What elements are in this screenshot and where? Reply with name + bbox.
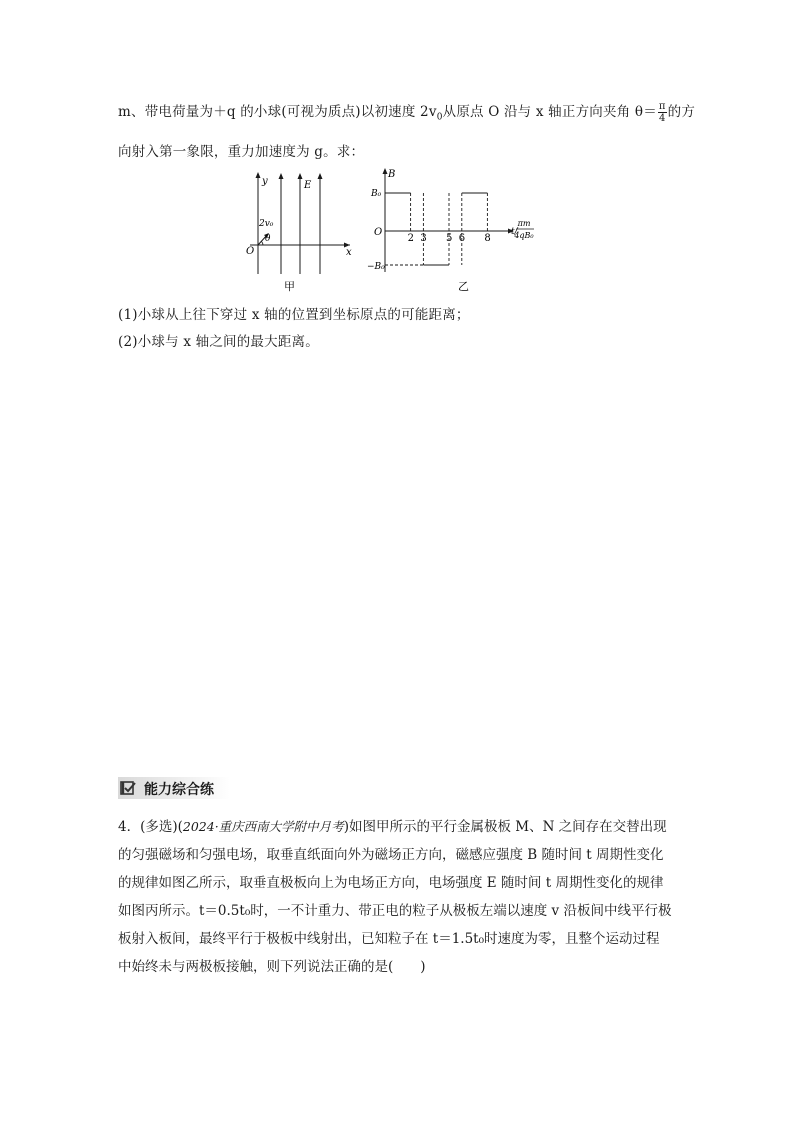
problem4-line1-rest: )如图甲所示的平行金属极板 M、N 之间存在交替出现	[343, 819, 667, 835]
unit-numerator: πm	[517, 219, 531, 228]
E-label: E	[304, 180, 312, 191]
x-label: x	[346, 247, 352, 258]
t-axis-label: t/	[511, 227, 518, 237]
problem3-line1-a: m、带电荷量为＋q 的小球(可视为质点)以初速度 2v	[118, 104, 437, 120]
problem3-line1-c: 的方	[667, 104, 696, 120]
x-tick-label: 2	[407, 233, 414, 244]
x-tick-labels	[408, 233, 491, 244]
problem4-line1	[118, 815, 667, 835]
question-1: (1)小球从上往下穿过 x 轴的位置到坐标原点的可能距离；	[118, 307, 470, 323]
section-header	[118, 777, 230, 799]
field-arrow-icon	[318, 173, 323, 179]
negB0-tick-label: −B₀	[367, 262, 385, 272]
origin-label: O	[246, 246, 255, 257]
problem4-line3: 的规律如图乙所示，取垂直极板向上为电场正方向，电场强度 E 随时间 t 周期性变化的规律	[118, 875, 664, 891]
problem4-prefix: 4．(多选)(	[118, 819, 183, 835]
problem3-line1	[118, 100, 695, 124]
question-2: (2)小球与 x 轴之间的最大距离。	[118, 334, 319, 350]
theta-fraction	[658, 101, 667, 124]
velocity-label: 2v₀	[259, 219, 274, 229]
figure-yi-chart	[360, 164, 560, 296]
B-axis-label: B	[388, 169, 396, 180]
theta-numerator: π	[658, 101, 666, 112]
step-series	[385, 193, 487, 265]
figure-jia	[240, 168, 365, 296]
y-arrow-icon	[256, 172, 261, 178]
problem4-line6: 中始终未与两极板接触，则下列说法正确的是( )	[118, 959, 426, 975]
y-label: y	[262, 176, 268, 187]
field-arrow-icon	[279, 173, 284, 179]
unit-denominator: 4qB₀	[514, 231, 534, 240]
x-tick-label: 5	[446, 233, 453, 244]
x-tick-label: 6	[458, 233, 466, 244]
B0-tick-label: B₀	[371, 189, 382, 199]
checklist-icon	[120, 780, 136, 796]
problem4-source: 2024·重庆西南大学附中月考	[182, 819, 344, 834]
theta-arc	[262, 242, 264, 246]
theta-denominator: 4	[659, 113, 666, 124]
problem3-line1-b: 从原点 O 沿与 x 轴正方向夹角 θ＝	[442, 104, 657, 120]
section-title: 能力综合练	[144, 782, 214, 798]
b-axis-arrow-icon	[383, 168, 388, 174]
x-tick-label: 8	[484, 233, 491, 244]
field-arrow-icon	[298, 173, 303, 179]
problem3-line1-sub: 0	[436, 112, 443, 123]
problem4-line2: 的匀强磁场和匀强电场，取垂直纸面向外为磁场正方向，磁感应强度 B 随时间 t 周期性变化	[118, 847, 664, 863]
origin-label: O	[374, 227, 383, 238]
problem4-line5: 板射入板间，最终平行于极板中线射出，已知粒子在 t＝1.5t₀时速度为零，且整个运动过程	[118, 931, 660, 947]
figure-jia-caption: 甲	[284, 280, 295, 293]
x-tick-label: 3	[420, 233, 427, 244]
problem3-line2: 向射入第一象限，重力加速度为 g。求：	[118, 144, 365, 160]
theta-label: θ	[265, 234, 271, 244]
problem4-line4: 如图丙所示。t＝0.5t₀时，一不计重力、带正电的粒子从极板左端以速度 v 沿板间中线平行极	[118, 903, 672, 919]
figure-yi-caption: 乙	[458, 280, 469, 293]
